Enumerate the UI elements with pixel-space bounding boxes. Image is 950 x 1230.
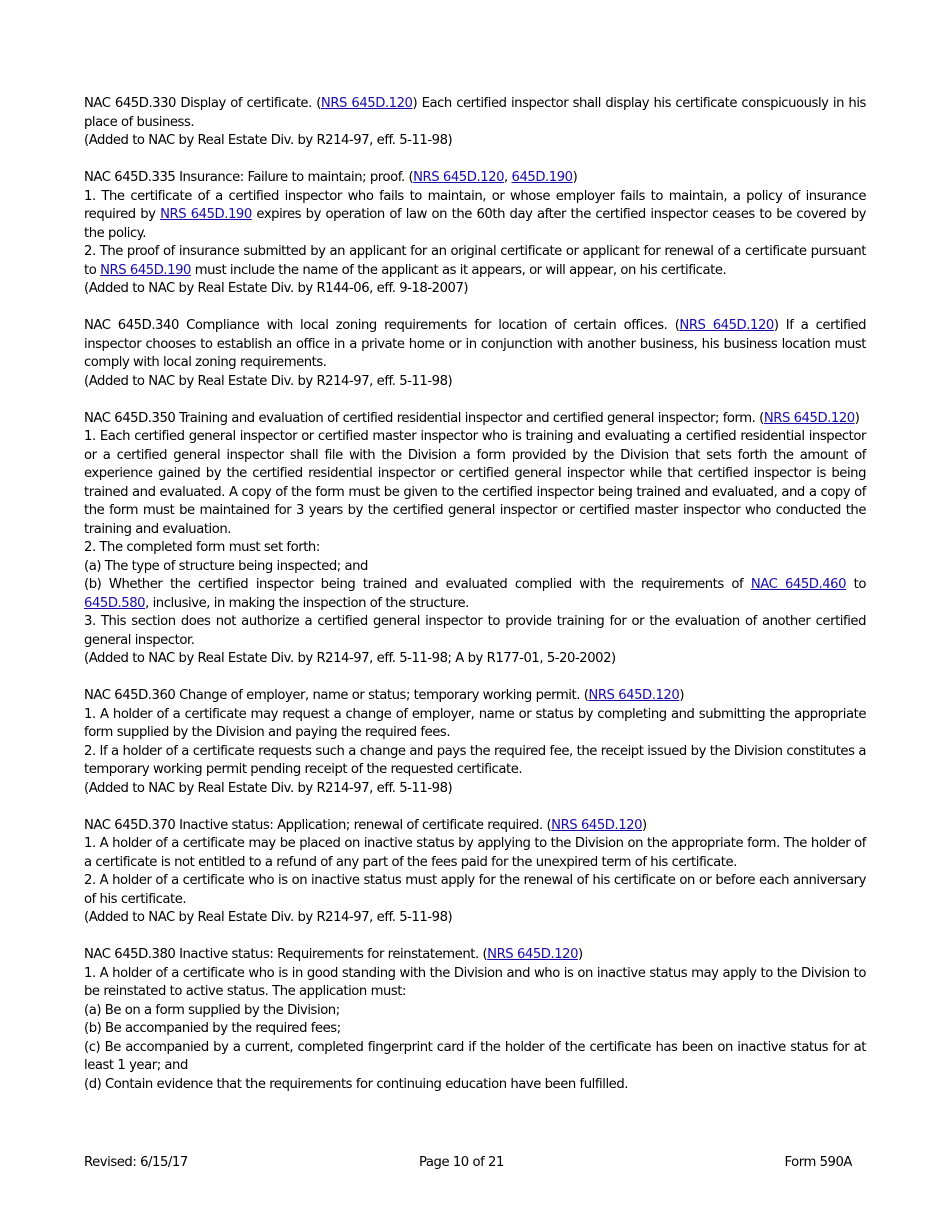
history-note: (Added to NAC by Real Estate Div. by R214-97, eff. 5-11-98) bbox=[84, 910, 453, 925]
text-run: (b) Whether the certified inspector being trained and evaluated complied with the requirements of bbox=[84, 577, 751, 592]
text-run: 1. Each certified general inspector or certified master inspector who is training and evaluating a certified residential inspector or a certified general inspector shall file with the Division a form provided by the Division that sets forth the amount of experience gained by the certified residential inspector or certified general inspector while that certified inspector is being trained and evaluated. A copy of the form must be given to the certified inspector being trained and evaluated, and a copy of the form must be maintained for 3 years by the certified general inspector or certified master inspector who conducted the training and evaluation. bbox=[84, 429, 866, 537]
text-run: NAC 645D.335 Insurance: Failure to maintain; proof. ( bbox=[84, 170, 414, 185]
text-run: (a) Be on a form supplied by the Division; bbox=[84, 1002, 340, 1018]
text-run: NAC 645D.340 Compliance with local zoning requirements for location of certain offices. ( bbox=[84, 318, 680, 333]
regulation-section bbox=[84, 317, 866, 391]
text-run: 1. A holder of a certificate may request a change of employer, name or status by completing and submitting the appropriate form supplied by the Division and paying the required fees. bbox=[84, 706, 866, 740]
statute-reference-link[interactable]: 645D.190 bbox=[511, 170, 573, 185]
page-footer bbox=[84, 1155, 852, 1173]
text-run: expires by operation of law on the 60th day after the certified inspector ceases to be covered by the policy. bbox=[84, 207, 866, 241]
section-paragraph bbox=[84, 613, 866, 650]
section-paragraph bbox=[84, 1039, 866, 1076]
section-heading bbox=[84, 687, 866, 706]
document-body bbox=[84, 95, 866, 1113]
section-paragraph bbox=[84, 1002, 866, 1021]
regulation-section bbox=[84, 817, 866, 928]
text-run: 2. The proof of insurance submitted by an applicant for an original certificate or applicant for renewal of a certificate pursuant to bbox=[84, 244, 866, 278]
section-paragraph bbox=[84, 706, 866, 743]
text-run: 1. A holder of a certificate may be placed on inactive status by applying to the Division on the appropriate form. The holder of a certificate is not entitled to a refund of any part of the fees paid for the unexpired term of his certificate. bbox=[84, 836, 866, 870]
regulation-section bbox=[84, 410, 866, 669]
text-run: (a) The type of structure being inspected; and bbox=[84, 558, 368, 574]
section-paragraph bbox=[84, 872, 866, 909]
text-run: ) bbox=[572, 170, 578, 185]
text-run: 2. The completed form must set forth: bbox=[84, 540, 320, 555]
text-run: ) bbox=[578, 947, 583, 962]
text-run: 1. The certificate of a certified inspector who fails to maintain, or whose employer fails to maintain, a policy of insurance required by bbox=[84, 188, 866, 222]
section-paragraph bbox=[84, 188, 866, 244]
text-run: , bbox=[504, 170, 512, 185]
section-paragraph bbox=[84, 1076, 866, 1095]
text-run: NAC 645D.330 Display of certificate. ( bbox=[84, 96, 321, 111]
statute-reference-link[interactable]: NRS 645D.190 bbox=[160, 207, 252, 222]
text-run: 2. A holder of a certificate who is on inactive status must apply for the renewal of his certificate on or before each anniversary of his certificate. bbox=[84, 873, 866, 907]
statute-reference-link[interactable]: NRS 645D.120 bbox=[763, 410, 855, 426]
text-run: (b) Be accompanied by the required fees; bbox=[84, 1021, 341, 1036]
text-run: NAC 645D.360 Change of employer, name or status; temporary working permit. ( bbox=[84, 688, 589, 703]
section-paragraph bbox=[84, 576, 866, 613]
section-paragraph bbox=[84, 243, 866, 280]
regulation-section bbox=[84, 946, 866, 1094]
text-run: ) bbox=[679, 688, 685, 703]
text-run: must include the name of the applicant as it appears, or will appear, on his certificate. bbox=[190, 262, 727, 278]
footer-revised-date: Revised: 6/15/17 bbox=[84, 1155, 188, 1170]
section-heading bbox=[84, 946, 866, 965]
statute-reference-link[interactable]: NRS 645D.120 bbox=[679, 318, 774, 333]
statute-reference-link[interactable]: 645D.580 bbox=[84, 595, 146, 611]
statute-reference-link[interactable]: NRS 645D.190 bbox=[100, 262, 191, 278]
regulation-section bbox=[84, 169, 866, 299]
text-run: ) If a certified inspector chooses to establish an office in a private home or in conjunction with another business, his business location must comply with local zoning requirements. bbox=[84, 318, 866, 370]
statute-reference-link[interactable]: NRS 645D.120 bbox=[320, 96, 413, 111]
text-run: 1. A holder of a certificate who is in good standing with the Division and who is on inactive status may apply to the Division to be reinstated to active status. The application must: bbox=[84, 965, 866, 999]
regulation-section bbox=[84, 687, 866, 798]
section-paragraph bbox=[84, 558, 866, 577]
text-run: to bbox=[846, 577, 866, 592]
section-paragraph bbox=[84, 539, 866, 558]
history-note: (Added to NAC by Real Estate Div. by R214-97, eff. 5-11-98) bbox=[84, 373, 453, 389]
history-note: (Added to NAC by Real Estate Div. by R214-97, eff. 5-11-98; A by R177-01, 5-20-2002) bbox=[84, 651, 616, 666]
statute-reference-link[interactable]: NRS 645D.120 bbox=[413, 170, 505, 185]
footer-page-number: Page 10 of 21 bbox=[419, 1155, 504, 1170]
text-run: (d) Contain evidence that the requirements for continuing education have been fulfilled. bbox=[84, 1076, 629, 1092]
text-run: NAC 645D.370 Inactive status: Application; renewal of certificate required. ( bbox=[84, 817, 552, 833]
statute-reference-link[interactable]: NRS 645D.120 bbox=[588, 688, 680, 703]
section-paragraph bbox=[84, 965, 866, 1002]
text-run: 2. If a holder of a certificate requests such a change and pays the required fee, the receipt issued by the Division constitutes a temporary working permit pending receipt of the requested certificate. bbox=[84, 743, 866, 777]
section-heading bbox=[84, 169, 866, 188]
history-note: (Added to NAC by Real Estate Div. by R214-97, eff. 5-11-98) bbox=[84, 133, 453, 148]
statute-reference-link[interactable]: NRS 645D.120 bbox=[551, 817, 643, 833]
history-note: (Added to NAC by Real Estate Div. by R214-97, eff. 5-11-98) bbox=[84, 780, 453, 796]
text-run: ) bbox=[642, 817, 647, 833]
section-paragraph bbox=[84, 835, 866, 872]
section-heading bbox=[84, 317, 866, 373]
section-paragraph bbox=[84, 428, 866, 539]
section-heading bbox=[84, 817, 866, 836]
text-run: , inclusive, in making the inspection of the structure. bbox=[145, 595, 469, 611]
text-run: NAC 645D.380 Inactive status: Requirements for reinstatement. ( bbox=[84, 947, 488, 962]
section-heading bbox=[84, 95, 866, 132]
statute-reference-link[interactable]: NRS 645D.120 bbox=[487, 947, 579, 962]
footer-form-number: Form 590A bbox=[784, 1155, 852, 1170]
history-note: (Added to NAC by Real Estate Div. by R144-06, eff. 9-18-2007) bbox=[84, 281, 469, 296]
text-run: ) bbox=[854, 410, 860, 426]
text-run: NAC 645D.350 Training and evaluation of certified residential inspector and certified general inspector; form. ( bbox=[84, 410, 764, 426]
regulation-section bbox=[84, 95, 866, 151]
text-run: (c) Be accompanied by a current, completed fingerprint card if the holder of the certificate has been on inactive status for at least 1 year; and bbox=[84, 1039, 866, 1073]
text-run: 3. This section does not authorize a certified general inspector to provide training for or the evaluation of another certified general inspector. bbox=[84, 614, 866, 648]
text-run: ) Each certified inspector shall display his certificate conspicuously in his place of business. bbox=[84, 96, 866, 130]
section-paragraph bbox=[84, 743, 866, 780]
section-heading bbox=[84, 410, 866, 429]
statute-reference-link[interactable]: NAC 645D.460 bbox=[750, 577, 847, 592]
section-paragraph bbox=[84, 1020, 866, 1039]
